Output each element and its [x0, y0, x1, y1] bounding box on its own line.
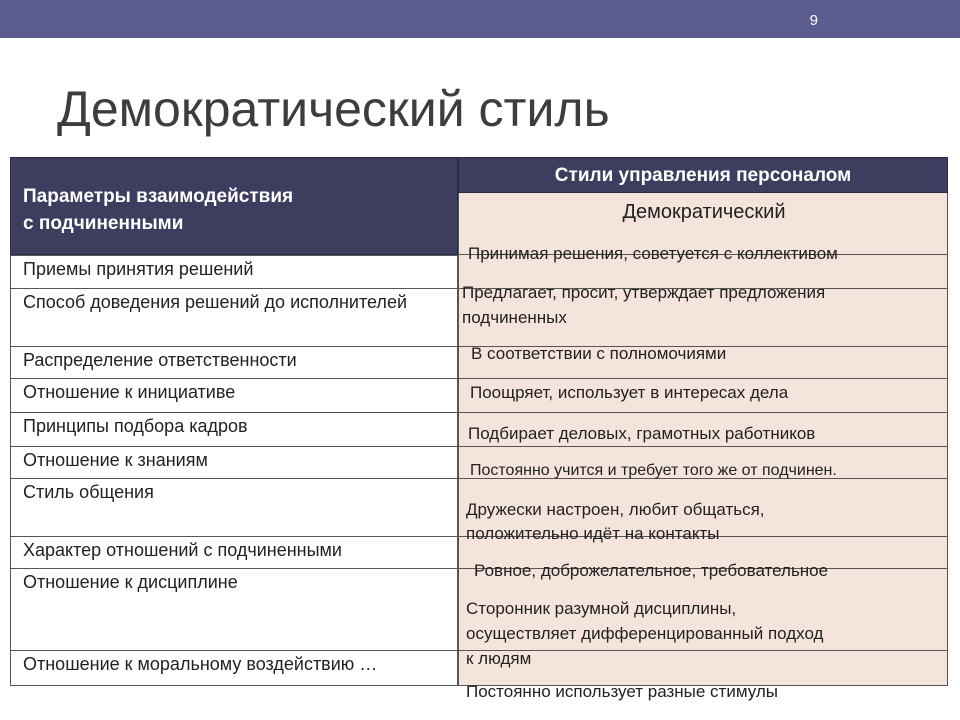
value-text: Предлагает, просит, утверждает предложения: [462, 283, 826, 302]
header-styles: Стили управления персоналом: [458, 157, 948, 193]
header-parameters: [10, 157, 458, 255]
value-text: осуществляет дифференцированный подход: [466, 624, 824, 643]
param-cell: Принципы подбора кадров: [10, 413, 458, 447]
param-cell: Отношение к моральному воздействию …: [10, 651, 458, 686]
param-cell: Стиль общения: [10, 479, 458, 537]
value-text: Дружески настроен, любит общаться,: [466, 500, 765, 519]
slide-number: 9: [809, 12, 818, 29]
value-text: Сторонник разумной дисциплины,: [466, 599, 737, 618]
param-cell: Отношение к знаниям: [10, 447, 458, 479]
header-parameters-line-2: с подчиненными: [23, 213, 184, 234]
param-cell: Распределение ответственности: [10, 347, 458, 379]
value-text: Поощряет, использует в интересах дела: [470, 383, 789, 402]
param-cell: Приемы принятия решений: [10, 255, 458, 289]
param-cell: Отношение к дисциплине: [10, 569, 458, 651]
value-text: Постоянно учится и требует того же от подчинен.: [470, 462, 837, 479]
slide-title: Демократический стиль: [57, 81, 610, 137]
header-parameters-line-1: Параметры взаимодействия: [23, 186, 294, 207]
value-text: подчиненных: [462, 308, 567, 327]
value-text: Постоянно использует разные стимулы: [466, 682, 778, 701]
param-cell: Способ доведения решений до исполнителей: [10, 289, 458, 347]
value-text: Ровное, доброжелательное, требовательное: [474, 561, 829, 580]
subheader-democratic: Демократический: [622, 201, 786, 223]
param-cell: Отношение к инициативе: [10, 379, 458, 413]
param-cell: Характер отношений с подчиненными: [10, 537, 458, 569]
value-text: Подбирает деловых, грамотных работников: [468, 424, 816, 443]
value-text: положительно идёт на контакты: [466, 524, 720, 543]
value-text: Принимая решения, советуется с коллективом: [468, 244, 838, 263]
value-text: к людям: [466, 649, 532, 668]
value-text: В соответствии с полномочиями: [471, 344, 727, 363]
